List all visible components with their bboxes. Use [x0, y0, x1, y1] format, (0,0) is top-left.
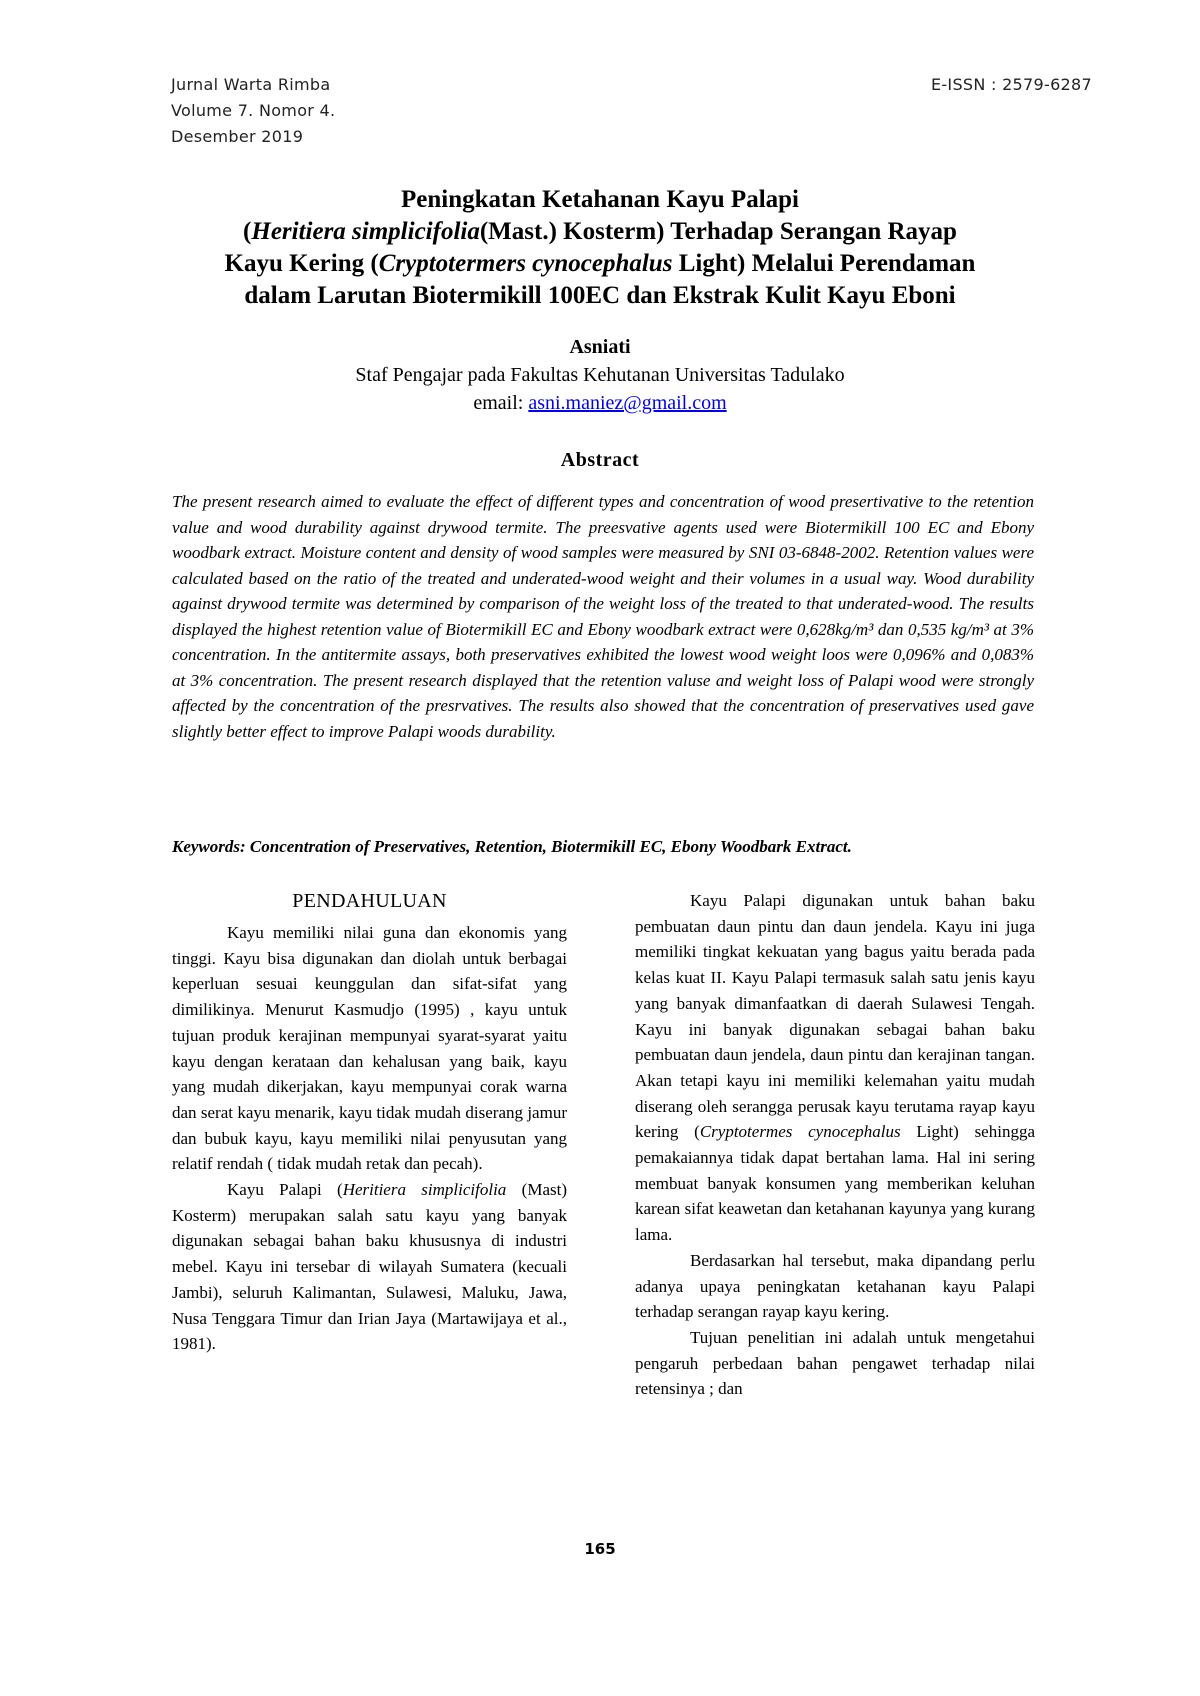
page-number: 165 [584, 1540, 616, 1558]
right-p1-a: Kayu Palapi digunakan untuk bahan baku pembuatan daun pintu dan daun jendela. Kayu ini juga memiliki tingkat kekuatan yang bagus yaitu berada pada kelas kuat II. Kayu Palapi termasuk salah satu jenis kayu yang banyak dimanfaatkan di daerah Sulawesi Tengah. Kayu ini banyak digunakan sebagai bahan baku pembuatan daun jendela, daun pintu dan kerajinan tangan. Akan tetapi kayu ini memiliki kelemahan yaitu mudah diserang oleh serangga perusak kayu terutama rayap kayu kering ( [635, 891, 1035, 1142]
title-line-3-a: Kayu Kering ( [224, 250, 379, 277]
author-affiliation: Staf Pengajar pada Fakultas Kehutanan Universitas Tadulako [355, 364, 845, 386]
title-line-4: dalam Larutan Biotermikill 100EC dan Ekstrak Kulit Kayu Eboni [244, 282, 956, 309]
email-link[interactable]: asni.maniez@gmail.com [528, 392, 727, 414]
journal-volume: Volume 7. Nomor 4. [171, 101, 336, 120]
title-line-1: Peningkatan Ketahanan Kayu Palapi [401, 186, 799, 213]
abstract-text: The present research aimed to evaluate the effect of different types and concentration of wood presertivative to the retention value and wood durability against drywood termite. The preesvative agents used were Biotermikill 100 EC and Ebony woodbark extract. Moisture content and density of wood samples were measured by SNI 03-6848-2002. Retention values were calculated based on the ratio of the treated and underated-wood weight and their volumes in a usual way. Wood durability against drywood termite was determined by comparison of the weight loss of the treated to that underated-wood. The results displayed the highest retention value of Biotermikill EC and Ebony woodbark extract were 0,628kg/m³ dan 0,535 kg/m³ at 3% concentration. In the antitermite assays, both preservatives exhibited the lowest wood weight loos were 0,096% and 0,083% at 3% concentration. The present research displayed that the retention valuse and weight loss of Palapi wood were strongly affected by the concentration of the presrvatives. The results also showed that the concentration of preservatives used gave slightly better effect to improve Palapi woods durability. [172, 492, 1034, 741]
left-column [172, 920, 567, 1357]
right-paragraph-1 [635, 888, 1035, 1248]
section-heading: PENDAHULUAN [292, 890, 447, 912]
title-line-3-b: Light) Melalui Perendaman [672, 250, 976, 277]
title-line-2 [130, 216, 1070, 248]
right-paragraph-3: Tujuan penelitian ini adalah untuk mengetahui pengaruh perbedaan bahan pengawet terhadap nilai retensinya ; dan [635, 1327, 1035, 1399]
journal-issn: E-ISSN : 2579-6287 [930, 75, 1092, 94]
left-paragraph-1: Kayu memiliki nilai guna dan ekonomis yang tinggi. Kayu bisa digunakan dan diolah untuk berbagai keperluan sesuai keunggulan dan sifat-sifat yang dimilikinya. Menurut Kasmudjo (1995) , kayu untuk tujuan produk kerajinan mempunyai syarat-syarat yaitu kayu dengan kerataan dan kehalusan yang baik, kayu yang mudah dikerjakan, kayu mempunyai corak warna dan serat kayu menarik, kayu tidak mudah diserang jamur dan bubuk kayu, kayu memiliki nilai penyusutan yang relatif rendah ( tidak mudah retak dan pecah). [172, 923, 567, 1174]
title-species: Heritiera simplicifolia [251, 218, 480, 245]
title-line-2-rest: (Mast.) Kosterm) Terhadap Serangan Rayap [479, 218, 957, 245]
left-p2-b: (Mast) Kosterm) merupakan salah satu kayu yang banyak digunakan sebagai bahan baku khususnya di industri mebel. Kayu ini tersebar di wilayah Sumatera (kecuali Jambi), seluruh Kalimantan, Sulawesi, Maluku, Jawa, Nusa Tenggara Timur dan Irian Jaya (Martawijaya et al., 1981). [172, 1180, 567, 1354]
right-p1-species: Cryptotermes cynocephalus [699, 1122, 901, 1142]
left-p2-a: Kayu Palapi ( [227, 1180, 343, 1200]
title-termite: Cryptotermers cynocephalus [378, 250, 673, 277]
journal-header [171, 72, 335, 150]
right-paragraph-2: Berdasarkan hal tersebut, maka dipandang perlu adanya upaya peningkatan ketahanan kayu Palapi terhadap serangan rayap kayu kering. [635, 1250, 1035, 1322]
journal-name: Jurnal Warta Rimba [171, 75, 331, 94]
right-column [635, 888, 1035, 1402]
email-label: email: [473, 392, 529, 414]
paper-title [130, 184, 1070, 312]
title-paren: ( [243, 218, 252, 245]
right-p1-b: Light) sehingga pemakaiannya tidak dapat bertahan lama. Hal ini sering membuat banyak konsumen yang memberikan keluhan karean sifat keawetan dan ketahanan kayunya yang kurang lama. [635, 1122, 1035, 1245]
author-name: Asniati [569, 336, 631, 358]
abstract-heading: Abstract [560, 449, 640, 471]
left-p2-species: Heritiera simplicifolia [342, 1180, 507, 1200]
journal-date: Desember 2019 [171, 127, 304, 146]
author-email-line [130, 392, 1070, 415]
keywords: Keywords: Concentration of Preservatives, Retention, Biotermikill EC, Ebony Woodbark Extract. [172, 837, 852, 856]
title-line-3 [130, 248, 1070, 280]
left-paragraph-2 [172, 1177, 567, 1357]
